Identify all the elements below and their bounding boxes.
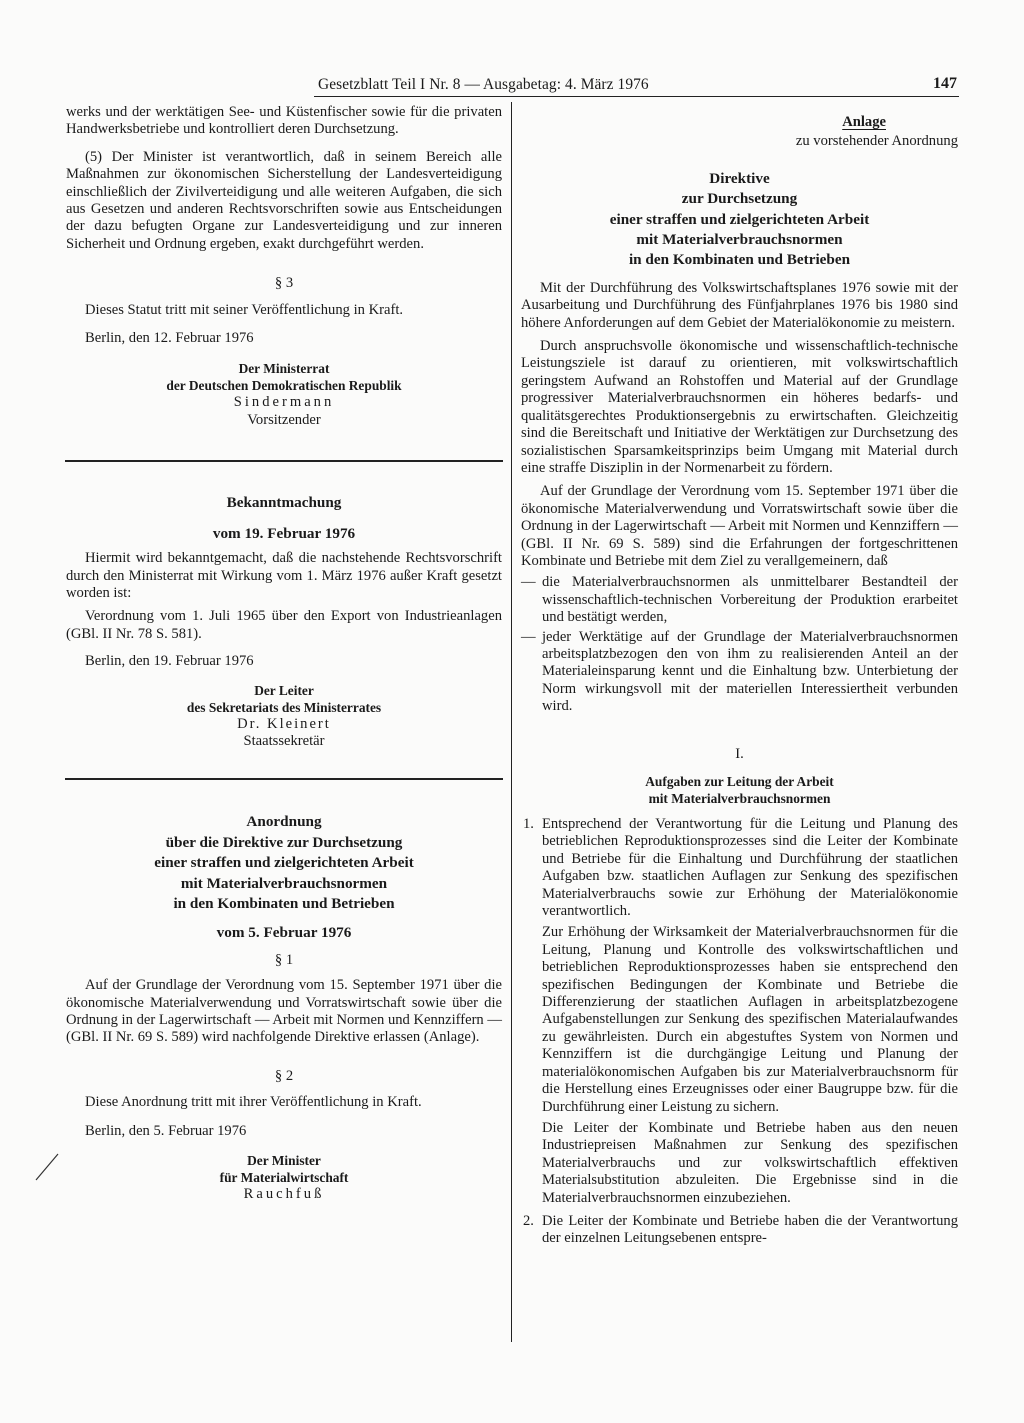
signature-org-line2: des Sekretariats des Ministerrates xyxy=(186,699,382,715)
dash-marker: — xyxy=(521,574,536,591)
signature-org-line2: der Deutschen Demokratischen Republik xyxy=(166,378,402,394)
numbered-item-1 xyxy=(521,816,958,1207)
list-item xyxy=(521,629,958,716)
item-number: 1. xyxy=(523,816,534,832)
column-divider xyxy=(511,102,512,1342)
direktive-title xyxy=(521,169,958,271)
section-1-text: Auf der Grundlage der Verordnung vom 15. September 1971 über die ökonomische Materialverwendung und Vorratswirtschaft sowie über die Ordnung in der Lagerwirtschaft — Arbeit mit Normen und Kennziffern — (GBl. II Nr. 69 S. 589) wird nachfolgende Direktive erlassen (Anlage). xyxy=(66,977,502,1046)
right-column xyxy=(521,104,958,1248)
anlage-subtitle: zu vorstehender Anordnung xyxy=(795,133,958,150)
signature-org-line1: Der Ministerrat xyxy=(238,361,330,377)
section-2-heading: § 2 xyxy=(274,1067,294,1084)
item-2-paragraph-1: Die Leiter der Kombinate und Betriebe haben die der Verantwortung der einzelnen Leitungsebenen entspre- xyxy=(542,1212,958,1247)
anordnung-title-line5: in den Kombinaten und Betrieben xyxy=(173,894,395,912)
direktive-title-line3: einer straffen und zielgerichteten Arbeit xyxy=(609,210,870,228)
item-1-paragraph-1: Entsprechend der Verantwortung für die Leitung und Planung des betrieblichen Reproduktionsprozesses sind die Leiter der Kombinate und Betriebe für die Einhaltung und Durchführung der staatlichen Aufgaben bzw. staatlichen Auflagen zur Senkung des spezifischen Materialverbrauchs sowie zur Erhöhung der Materialökonomie verantwortlich. xyxy=(542,816,958,920)
section-3-text: Dieses Statut tritt mit seiner Veröffentlichung in Kraft. xyxy=(85,301,404,318)
signature-name: Dr. Kleinert xyxy=(237,715,331,732)
section-title-line1: Aufgaben zur Leitung der Arbeit xyxy=(645,774,834,789)
direktive-title-line4: mit Materialverbrauchsnormen xyxy=(636,231,843,249)
list-item xyxy=(521,574,958,626)
direktive-title-line2: zur Durchsetzung xyxy=(681,190,798,208)
anordnung-title-line3: einer straffen und zielgerichteten Arbeit xyxy=(154,854,414,872)
section-divider xyxy=(65,460,503,462)
page-number: 147 xyxy=(933,75,957,92)
section-divider xyxy=(65,778,503,780)
header-title: Gesetzblatt Teil I Nr. 8 — Ausgabetag: 4. März 1976 xyxy=(318,76,649,93)
section-1-heading: § 1 xyxy=(274,951,294,968)
signature-block-sekretariat xyxy=(66,682,502,751)
dash-marker: — xyxy=(521,628,536,645)
direktive-paragraph-1: Mit der Durchführung des Volkswirtschaftsplanes 1976 sowie mit der Ausarbeitung und Durchführung des Fünfjahrplanes 1976 bis 1980 sind höhere Anforderungen auf dem Gebiet der Materialökonomie zu meistern. xyxy=(521,279,958,331)
signature-name: Sindermann xyxy=(233,394,335,411)
section-roman-numeral: I. xyxy=(735,745,744,762)
bekanntmachung-title: Bekanntmachung xyxy=(226,494,342,512)
item-1-paragraph-2: Zur Erhöhung der Wirksamkeit der Materialverbrauchsnormen für die Leitung, Planung und Kontrolle des volkswirtschaftlichen und betrieblichen Reproduktionsprozesses haben sie entsprechend den spezifischen Bedingungen der Kombinate und Betriebe die Differenzierung der staatlichen Auflagen in arbeitsplatzbezogene Aufgabenstellungen zur Senkung des spezifischen Materialaufwandes zu gewährleisten. Durch ein abgestuftes System von Normen und Kennziffern ist die durchgängige Leitung und Planung der materialökonomischen Aufgaben bis zur Materialverbrauchsnorm für die Herstellung eines Erzeugnisses oder einer Baugruppe bzw. für die Durchführung einer Leistung zu sichern. xyxy=(542,924,958,1115)
bekanntmachung-reference: Verordnung vom 1. Juli 1965 über den Export von Industrieanlagen (GBl. II Nr. 78 S. 581). xyxy=(66,608,502,642)
intro-paragraph: werks und der werktätigen See- und Küstenfischer sowie für die privaten Handwerksbetriebe und kontrolliert deren Durchsetzung. xyxy=(66,104,502,138)
signature-block-minister xyxy=(66,1152,502,1203)
paragraph-5: (5) Der Minister ist verantwortlich, daß in seinem Bereich alle Maßnahmen zur ökonomischen Sicherstellung der Landesverteidigung einschließlich der Zivilverteidigung und alle weiteren Aufgaben, die sich aus Gesetzen und anderen Rechtsvorschriften sowie aus Entscheidungen der dazu befugten Organe zur Landesverteidigung und zur inneren Sicherheit und Ordnung ergeben, exakt durchgeführt werden. xyxy=(66,148,502,252)
direktive-paragraph-3: Auf der Grundlage der Verordnung vom 15. September 1971 über die ökonomische Materialverwendung und Vorratswirtschaft sowie über die Ordnung in der Lagerwirtschaft — Arbeit mit Normen und Kennziffern — (GBl. II Nr. 69 S. 589) sind die Erfahrungen der fortgeschrittenen Kombinate und Betriebe mit dem Ziel zu verallgemeinern, daß xyxy=(521,483,958,569)
list-item-text: die Materialverbrauchsnormen als unmittelbarer Bestandteil der wissenschaftlich-technischen Vorbereitung der Produktion erarbeitet und bestätigt werden, xyxy=(542,574,958,626)
signature-name: Rauchfuß xyxy=(243,1186,325,1203)
bekanntmachung-date: vom 19. Februar 1976 xyxy=(212,524,356,542)
section-2-text: Diese Anordnung tritt mit ihrer Veröffentlichung in Kraft. xyxy=(85,1094,422,1111)
signature-title: Staatssekretär xyxy=(243,732,325,749)
section-3-date: Berlin, den 12. Februar 1976 xyxy=(85,330,254,347)
signature-org-line2: für Materialwirtschaft xyxy=(219,1170,349,1186)
bekanntmachung-text: Hiermit wird bekanntgemacht, daß die nachstehende Rechtsvorschrift durch den Ministerrat mit Wirkung vom 1. März 1976 außer Kraft gesetzt worden ist: xyxy=(66,550,502,601)
signature-org-line1: Der Leiter xyxy=(254,682,314,698)
anordnung-title-line4: mit Materialverbrauchsnormen xyxy=(180,874,388,892)
numbered-item-2 xyxy=(521,1213,958,1248)
section-3-heading: § 3 xyxy=(274,275,294,292)
section-title-line2: mit Materialverbrauchsnormen xyxy=(648,791,831,806)
page-header xyxy=(314,72,959,97)
anordnung-title xyxy=(66,812,502,914)
anordnung-title-line2: über die Direktive zur Durchsetzung xyxy=(165,833,403,851)
anordnung-date: vom 5. Februar 1976 xyxy=(216,924,352,942)
anlage-label: Anlage xyxy=(842,114,886,130)
direktive-paragraph-2: Durch anspruchsvolle ökonomische und wissenschaftlich-technische Leistungsziele ist darauf zu orientieren, mit volkswirtschaftlich geringstem Aufwand an Rohstoffen und Material auf der Grundlage progressiver Materialverbrauchsnormen ein höheres bedarfs- und qualitätsgerechtes Produktionsergebnis zu erwirtschaften. Gleichzeitig sind die Bereitschaft und Initiative der Werktätigen zur Durchsetzung des sozialistischen Sparsamkeitsprinzips beim Umgang mit Material durch eine straffe Disziplin in der Normenarbeit zu fördern. xyxy=(521,338,958,476)
signature-org-line1: Der Minister xyxy=(247,1153,321,1169)
bekanntmachung-place-date: Berlin, den 19. Februar 1976 xyxy=(85,653,254,670)
item-1-paragraph-3: Die Leiter der Kombinate und Betriebe haben aus den neuen Industriepreisen Maßnahmen zur Senkung des spezifischen Materialverbrauchs und zur volkswirtschaftlich effektiven Materialsubstitution abzuleiten. Die Ergebnisse sind in die Materialverbrauchsnormen einzubeziehen. xyxy=(542,1119,958,1206)
direktive-title-line5: in den Kombinaten und Betrieben xyxy=(628,251,851,269)
direktive-title-line1: Direktive xyxy=(709,169,770,187)
list-item-text: jeder Werktätige auf der Grundlage der Materialverbrauchsnormen arbeitsplatzbezogen den von ihm zu realisierenden Anteil an der Materialeinsparung kennt und die Einhaltung bzw. Unterbietung der Norm wirkungsvoll mit der materiellen Interessiertheit verbunden wird. xyxy=(542,628,958,715)
signature-block-ministerrat xyxy=(66,360,502,429)
anordnung-title-line1: Anordnung xyxy=(246,813,322,831)
signature-title: Vorsitzender xyxy=(247,411,321,428)
left-column xyxy=(66,104,502,1203)
pen-stroke-mark xyxy=(34,1152,60,1182)
item-number: 2. xyxy=(523,1212,534,1229)
section-2-date: Berlin, den 5. Februar 1976 xyxy=(85,1122,247,1139)
